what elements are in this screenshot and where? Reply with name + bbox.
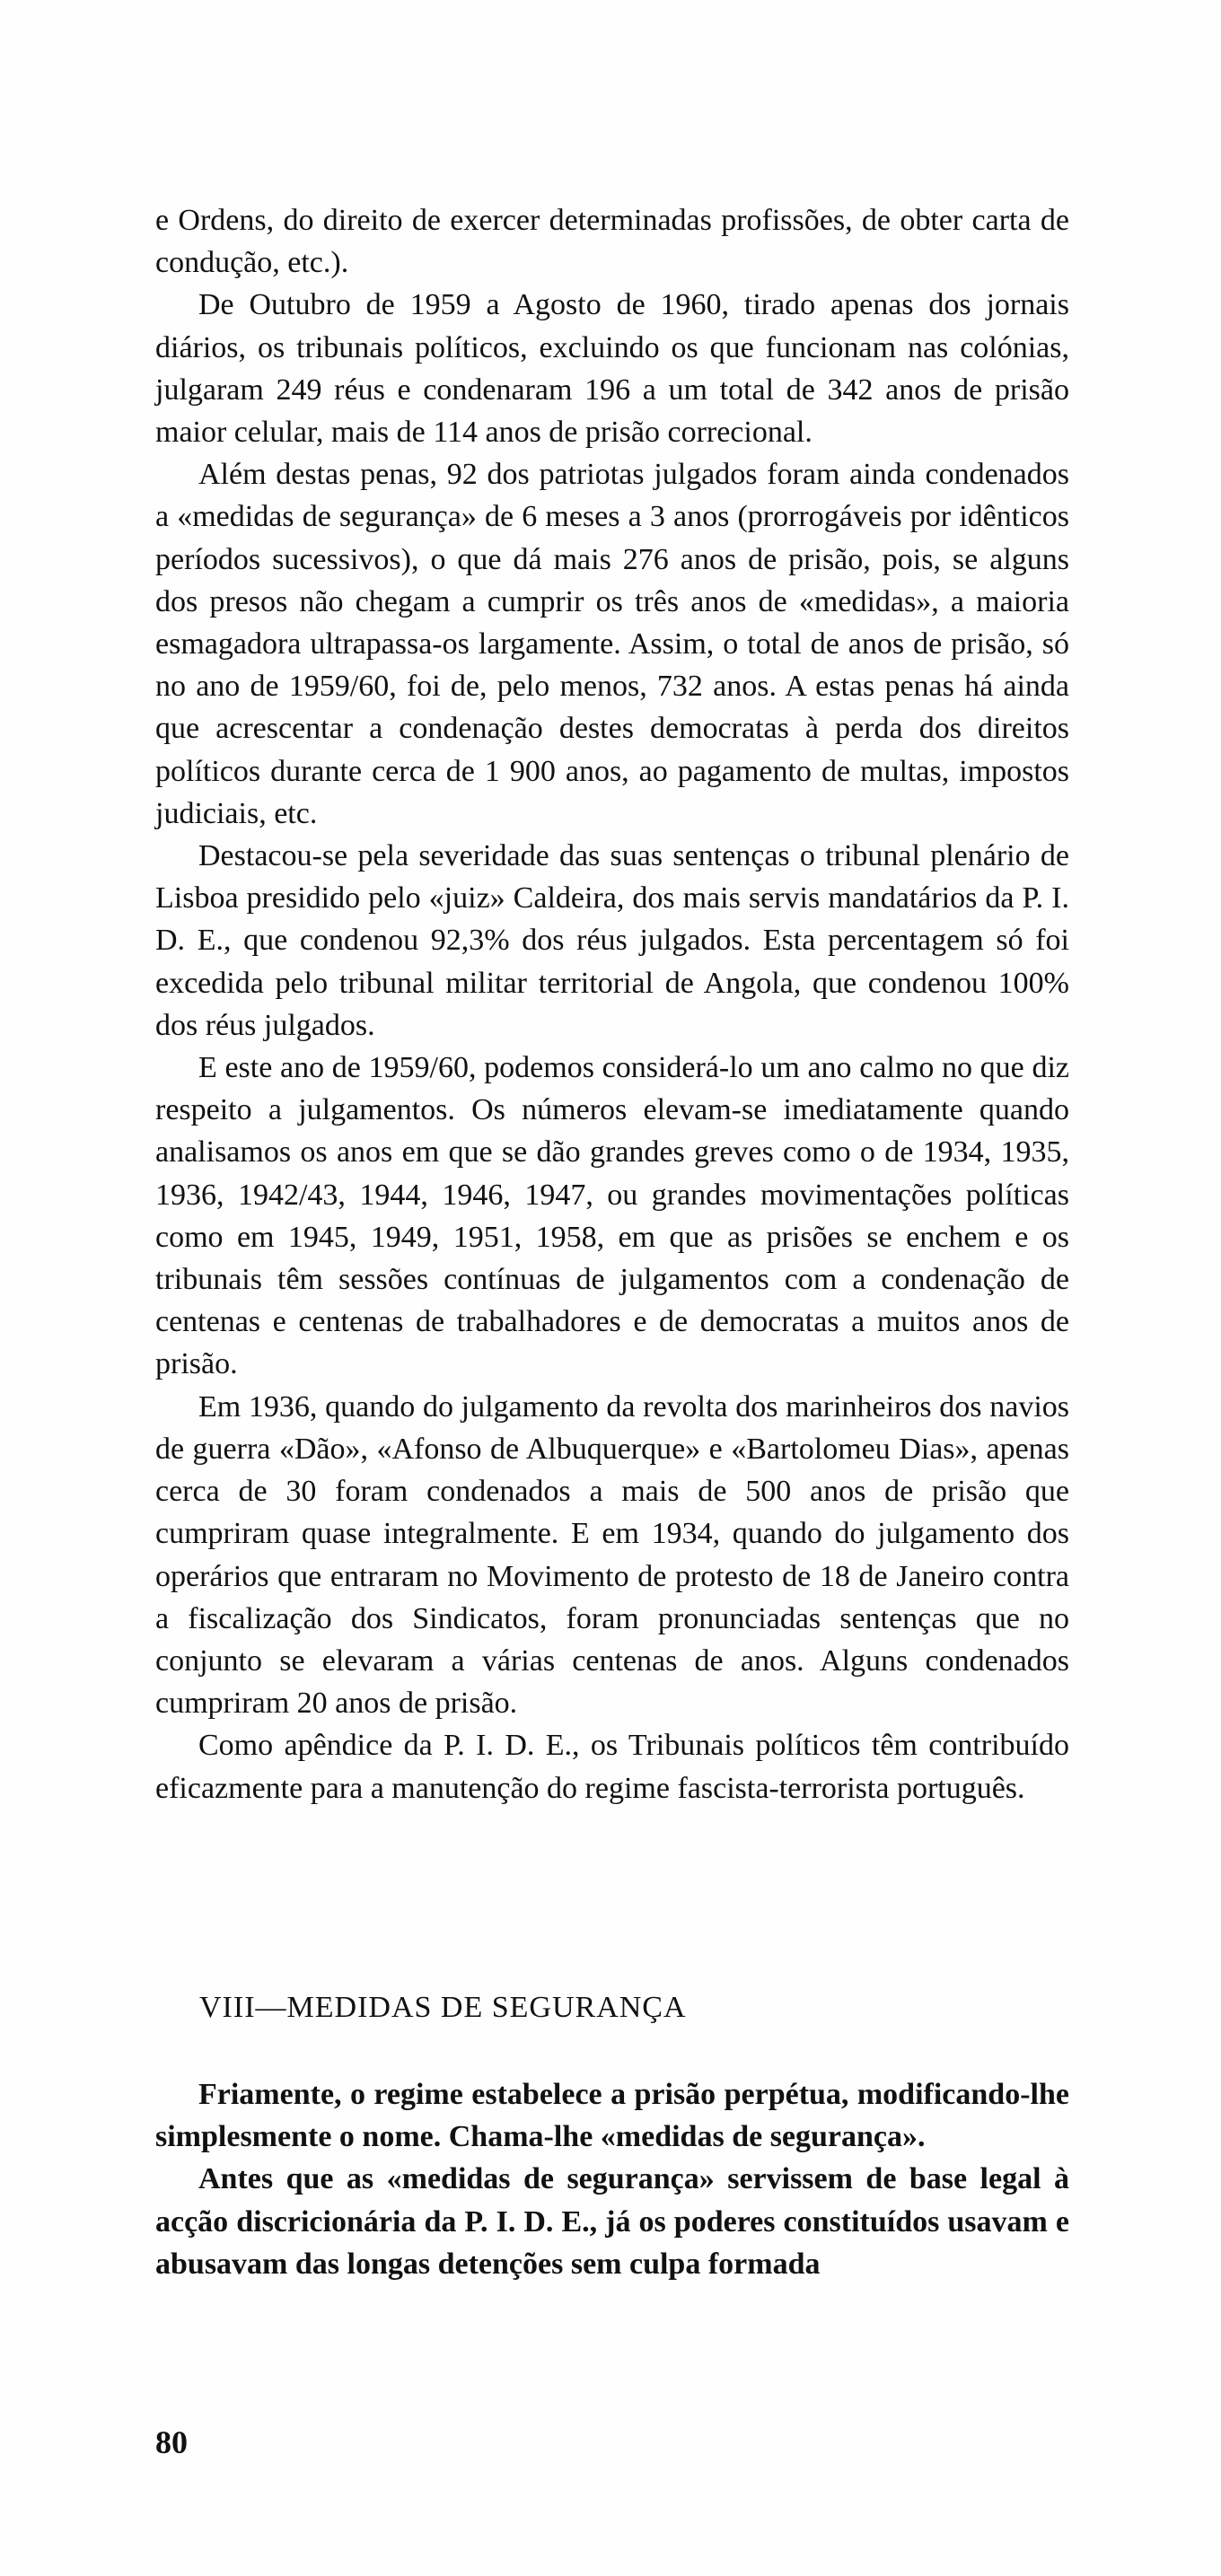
body-text [155, 199, 1069, 1809]
section-heading: VIII—MEDIDAS DE SEGURANÇA [199, 1991, 687, 2024]
paragraph-trial-stats: De Outubro de 1959 a Agosto de 1960, tirado apenas dos jornais diários, os tribunais políticos, excluindo os que funcionam nas colónias, julgaram 249 réus e condenaram 196 a um total de 342 anos de prisão maior celular, mais de 114 anos de prisão correcional. [155, 288, 1069, 450]
section-body [155, 2073, 1069, 2285]
section-paragraph: Antes que as «medidas de segurança» servissem de base legal à acção discricionária da P. I. D. E., já os poderes constituídos usavam e abusavam das longas detenções sem culpa formada [155, 2162, 1069, 2281]
paragraph-conclusion: Como apêndice da P. I. D. E., os Tribunais políticos têm contribuído eficazmente para a manutenção do regime fascista-terrorista português. [155, 1729, 1069, 1805]
paragraph-calm-year: E este ano de 1959/60, podemos considerá-lo um ano calmo no que diz respeito a julgamentos. Os números elevam-se imediatamente quando analisamos os anos em que se dão grandes greves como o de 1934, 1935, 1936, 1942/43, 1944, 1946, 1947, ou grandes movimentações políticas como em 1945, 1949, 1951, 1958, em que as prisões se enchem e os tribunais têm sessões contínuas de julgamentos com a condenação de centenas e centenas de trabalhadores e de democratas a muitos anos de prisão. [155, 1051, 1069, 1381]
paragraph-continuation: e Ordens, do direito de exercer determinadas profissões, de obter carta de condução, etc.). [155, 204, 1069, 280]
paragraph-lisbon-tribunal: Destacou-se pela severidade das suas sentenças o tribunal plenário de Lisboa presidido pelo «juiz» Caldeira, dos mais servis mandatários da P. I. D. E., que condenou 92,3% dos réus julgados. Esta percentagem só foi excedida pelo tribunal militar territorial de Angola, que condenou 100% dos réus julgados. [155, 839, 1069, 1042]
section-paragraph: Friamente, o regime estabelece a prisão perpétua, modificando-lhe simplesmente o nome. Chama-lhe «medidas de segurança». [155, 2078, 1069, 2154]
paragraph-security-measures: Além destas penas, 92 dos patriotas julgados foram ainda condenados a «medidas de segurança» de 6 meses a 3 anos (prorrogáveis por idênticos períodos sucessivos), o que dá mais 276 anos de prisão, pois, se alguns dos presos não chegam a cumprir os três anos de «medidas», a maioria esmagadora ultrapassa-os largamente. Assim, o total de anos de prisão, só no ano de 1959/60, foi de, pelo menos, 732 anos. A estas penas há ainda que acrescentar a condenação destes democratas à perda dos direitos políticos durante cerca de 1 900 anos, ao pagamento de multas, impostos judiciais, etc. [155, 458, 1069, 830]
paragraph-1936-revolt: Em 1936, quando do julgamento da revolta dos marinheiros dos navios de guerra «Dão», «Afonso de Albuquerque» e «Bartolomeu Dias», apenas cerca de 30 foram condenados a mais de 500 anos de prisão que cumpriram quase integralmente. E em 1934, quando do julgamento dos operários que entraram no Movimento de protesto de 18 de Janeiro contra a fiscalização dos Sindicatos, foram pronunciadas sentenças que no conjunto se elevaram a várias centenas de anos. Alguns condenados cumpriram 20 anos de prisão. [155, 1389, 1069, 1721]
page-number: 80 [155, 2424, 188, 2460]
